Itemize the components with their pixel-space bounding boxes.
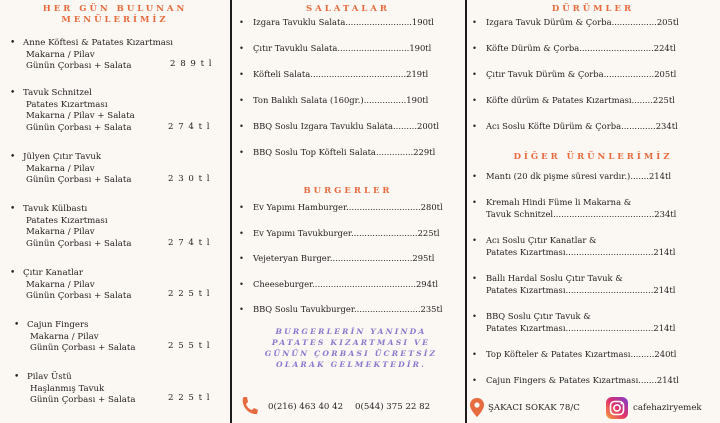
burger-note — [246, 326, 456, 370]
item-price: 190tl — [406, 95, 429, 105]
dot-leader: ................................. — [565, 247, 654, 257]
menu-item-line: Cajun Fingers — [27, 320, 89, 330]
dot-leader: ......................... — [351, 227, 418, 238]
menu-row — [472, 196, 676, 220]
item-price: 235tl — [420, 304, 443, 314]
menu-row — [239, 43, 464, 53]
menu-row — [472, 310, 675, 334]
item-name: Ton Balıklı Salata (160gr.) — [253, 95, 364, 105]
item-name: Tavuk Schnitzel — [486, 209, 554, 219]
bullet-icon: • — [239, 69, 244, 79]
item-price: 214tl — [653, 285, 676, 295]
menu-item-line: Günün Çorbası + Salata — [26, 122, 132, 133]
daily-menu-column — [0, 0, 230, 423]
item-price: 240tl — [654, 349, 677, 359]
item-price: 280tl — [420, 202, 443, 212]
heading-line-1: HER GÜN BULUNAN — [42, 4, 188, 14]
item-price: 205tl — [656, 17, 679, 27]
menu-row — [239, 121, 464, 131]
menu-item-line: Makarna / Pilav — [26, 279, 95, 290]
item-price: 200tl — [416, 121, 440, 131]
menu-row-line — [472, 208, 676, 220]
menu-item-line: Çıtır Kanatlar — [23, 268, 84, 278]
bullet-icon: • — [10, 268, 16, 278]
dot-leader: ........................... — [337, 43, 410, 53]
menu-row — [239, 253, 464, 263]
menu-item-line: Makarna / Pilav — [26, 227, 95, 238]
dot-leader: ......... — [630, 349, 655, 359]
item-name: Acı Soslu Köfte Dürüm & Çorba — [486, 121, 622, 131]
dot-leader: ................ — [363, 95, 407, 105]
bullet-icon: • — [472, 121, 477, 131]
bullet-icon: • — [472, 375, 477, 385]
menu-row-line — [472, 234, 675, 246]
item-name: Top Köfteler & Patates Kızartması — [486, 349, 631, 359]
item-name: Patates Kızartması — [486, 247, 566, 257]
menu-item-line: Günün Çorbası + Salata — [26, 291, 132, 302]
item-price: 214tl — [656, 375, 679, 385]
bullet-icon: • — [10, 152, 16, 162]
dot-leader: .............. — [375, 147, 414, 157]
phone-icon — [240, 396, 258, 420]
item-price: 190tl — [409, 43, 432, 53]
menu-item-price: 2 8 9 t l — [170, 59, 213, 70]
note-line: BURGERLERİN YANINDA — [275, 327, 427, 336]
durum-other-column — [466, 0, 720, 423]
bullet-icon: • — [239, 304, 244, 314]
menu-row — [239, 304, 464, 314]
instagram-handle: cafehaziryemek — [633, 403, 702, 413]
item-price: 214tl — [653, 323, 676, 333]
dot-leader: ....................................... — [312, 278, 416, 289]
menu-row — [239, 202, 464, 212]
bullet-icon: • — [239, 147, 244, 157]
menu-item-line: Patates Kızartması — [26, 99, 108, 110]
menu-row-line — [472, 284, 675, 296]
item-name: BBQ Soslu Izgara Tavuklu Salata — [253, 121, 394, 131]
dot-leader: ......................... — [353, 304, 421, 314]
menu-row — [472, 121, 717, 131]
bullet-icon: • — [239, 17, 244, 27]
menu-item-line: Günün Çorbası + Salata — [26, 175, 132, 186]
bullet-icon: • — [14, 320, 20, 330]
item-price: 214tl — [653, 247, 676, 257]
menu-item-price: 2 3 0 t l — [168, 174, 211, 185]
item-name: Çıtır Tavuklu Salata — [253, 43, 338, 53]
dot-leader: ................. — [611, 17, 657, 27]
bullet-icon: • — [239, 43, 244, 53]
menu-row — [472, 348, 676, 360]
menu-item-line: Jülyen Çıtır Tavuk — [23, 152, 102, 162]
menu-row — [239, 228, 464, 238]
item-price: 190tl — [411, 17, 434, 27]
item-price: 294tl — [415, 278, 438, 289]
item-name: Patates Kızartması — [486, 285, 566, 295]
bullet-icon: • — [239, 121, 244, 131]
menu-row — [239, 95, 464, 105]
dot-leader: .................................... — [310, 69, 407, 79]
dot-leader: ................................. — [565, 323, 654, 333]
bullet-icon: • — [472, 235, 477, 245]
bullet-icon: • — [10, 88, 16, 98]
menu-item-price: 2 5 5 t l — [168, 341, 211, 352]
item-name: BBQ Soslu Tavukburger — [253, 304, 354, 314]
note-line: PATATES KIZARTMASI VE — [271, 338, 431, 347]
note-line: OLARAK GELMEKTEDİR. — [275, 360, 427, 369]
menu-item-price: 2 2 5 t l — [168, 393, 211, 404]
menu-item-line: Günün Çorbası + Salata — [26, 238, 132, 249]
menu-row — [472, 170, 671, 182]
bullet-icon: • — [472, 17, 477, 27]
dot-leader: ......................... — [345, 17, 412, 27]
menu-row-line — [472, 246, 675, 258]
address-text: ŞAKACI SOKAK 78/C — [488, 403, 580, 413]
menu-row — [472, 17, 717, 27]
salads-heading: SALATALAR — [306, 4, 390, 14]
item-name: BBQ Soslu Çıtır Tavuk & — [486, 311, 591, 321]
menu-row-line — [472, 374, 679, 386]
phone-number-1: 0(216) 463 40 42 — [268, 402, 344, 412]
item-name: Ev Yapımı Tavukburger — [253, 227, 351, 238]
menu-item-line: Tavuk Schnitzel — [23, 88, 92, 98]
menu-row-line — [472, 322, 675, 334]
item-name: Vejeteryan Burger — [253, 253, 330, 263]
bullet-icon: • — [472, 349, 477, 359]
bullet-icon: • — [14, 372, 20, 382]
menu-item-line: Günün Çorbası + Salata — [30, 343, 136, 354]
item-name: Cheeseburger — [253, 278, 313, 289]
menu-row — [239, 69, 464, 79]
item-name: Köfteli Salata — [253, 69, 311, 79]
daily-menu-heading — [20, 4, 210, 26]
item-price: 205tl — [654, 69, 677, 79]
item-name: Köfte dürüm & Patates Kızartması — [486, 95, 632, 105]
bullet-icon: • — [472, 95, 477, 105]
bullet-icon: • — [10, 204, 16, 214]
menu-row — [472, 95, 717, 105]
dot-leader: ....... — [630, 171, 649, 181]
menu-row — [239, 147, 464, 157]
heading-line-2: MENÜLERİMİZ — [61, 15, 169, 25]
menu-row — [472, 234, 675, 258]
menu-item-line: Patates Kızartması — [26, 215, 108, 226]
menu-item-line: Tavuk Külbastı — [23, 204, 88, 214]
bullet-icon: • — [472, 69, 477, 79]
menu-item-price: 2 2 5 t l — [168, 289, 211, 300]
dot-leader: ....... — [638, 375, 657, 385]
item-name: BBQ Soslu Top Köfteli Salata — [253, 147, 376, 157]
item-name: Ev Yapımı Hamburger — [253, 202, 347, 212]
item-price: 219tl — [406, 69, 429, 79]
item-price: 224tl — [653, 43, 676, 53]
menu-item-line: Haşlanmış Tavuk — [30, 383, 105, 394]
location-pin-icon — [470, 398, 484, 421]
menu-row — [472, 374, 679, 386]
bullet-icon: • — [472, 311, 477, 321]
item-name: Kremalı Hindi Füme li Makarna & — [486, 197, 632, 207]
menu-row — [472, 43, 717, 53]
dot-leader: ............. — [621, 121, 656, 131]
note-line: GÜNÜN ÇORBASI ÜCRETSİZ — [264, 349, 438, 358]
bullet-icon: • — [239, 202, 244, 212]
bullet-icon: • — [472, 273, 477, 283]
other-heading: DİĞER ÜRÜNLERİMİZ — [513, 152, 673, 162]
bullet-icon: • — [472, 197, 477, 207]
dot-leader: ...................................... — [553, 209, 655, 219]
menu-item-line: Günün Çorbası + Salata — [26, 61, 132, 72]
item-price: 234tl — [654, 209, 677, 219]
instagram-icon — [606, 397, 628, 423]
menu-item-price: 2 7 4 t l — [168, 121, 211, 132]
menu-item-line: Pilav Üstü — [27, 372, 72, 382]
item-name: Çıtır Tavuk Dürüm & Çorba — [486, 69, 604, 79]
dot-leader: ................... — [603, 69, 655, 79]
bullet-icon: • — [239, 227, 244, 238]
menu-row-line — [472, 348, 676, 360]
menu-row — [239, 17, 464, 27]
dot-leader: ........ — [631, 95, 653, 105]
menu-row-line — [472, 310, 675, 322]
menu-row-line — [472, 272, 675, 284]
item-price: 225tl — [417, 227, 440, 238]
item-name: Mantı (20 dk pişme süresi vardır.) — [486, 171, 631, 181]
menu-item-line: Günün Çorbası + Salata — [30, 395, 136, 406]
item-name: Ballı Hardal Soslu Çıtır Tavuk & — [486, 273, 623, 283]
bullet-icon: • — [239, 95, 244, 105]
bullet-icon: • — [472, 171, 477, 181]
dot-leader: ............................... — [329, 253, 413, 263]
item-name: Köfte Dürüm & Çorba — [486, 43, 580, 53]
item-price: 214tl — [648, 171, 671, 181]
bullet-icon: • — [239, 253, 244, 263]
menu-row — [472, 69, 717, 79]
dot-leader: ............................ — [346, 202, 421, 212]
item-name: Izgara Tavuklu Salata — [253, 17, 346, 27]
menu-row — [239, 279, 464, 289]
item-name: Patates Kızartması — [486, 323, 566, 333]
item-name: Izgara Tavuk Dürüm & Çorba — [486, 17, 612, 27]
durum-heading: DÜRÜMLER — [551, 4, 635, 14]
menu-item-line: Makarna / Pilav — [30, 331, 99, 342]
menu-row — [472, 272, 675, 296]
menu-item-line: Makarna / Pilav — [26, 163, 95, 174]
menu-item-line: Anne Köftesi & Patates Kızartması — [23, 38, 174, 48]
item-price: 225tl — [652, 95, 675, 105]
dot-leader: ......... — [393, 121, 417, 131]
menu-row-line — [472, 170, 671, 182]
menu-item-line: Makarna / Pilav + Salata — [26, 111, 135, 122]
item-name: Cajun Fingers & Patates Kızartması — [486, 375, 639, 385]
menu-row-line — [472, 196, 676, 208]
item-price: 234tl — [655, 121, 678, 131]
dot-leader: ............................ — [579, 43, 654, 53]
item-price: 229tl — [413, 147, 436, 157]
bullet-icon: • — [10, 38, 16, 48]
burgers-heading: BURGERLER — [303, 186, 393, 196]
menu-item-line: Makarna / Pilav — [26, 49, 95, 60]
item-price: 295tl — [412, 253, 435, 263]
bullet-icon: • — [239, 278, 244, 289]
phone-number-2: 0(544) 375 22 82 — [355, 402, 431, 412]
dot-leader: ................................. — [565, 285, 654, 295]
bullet-icon: • — [472, 43, 477, 53]
menu-item-price: 2 7 4 t l — [168, 237, 211, 248]
item-name: Acı Soslu Çıtır Kanatlar & — [486, 235, 597, 245]
